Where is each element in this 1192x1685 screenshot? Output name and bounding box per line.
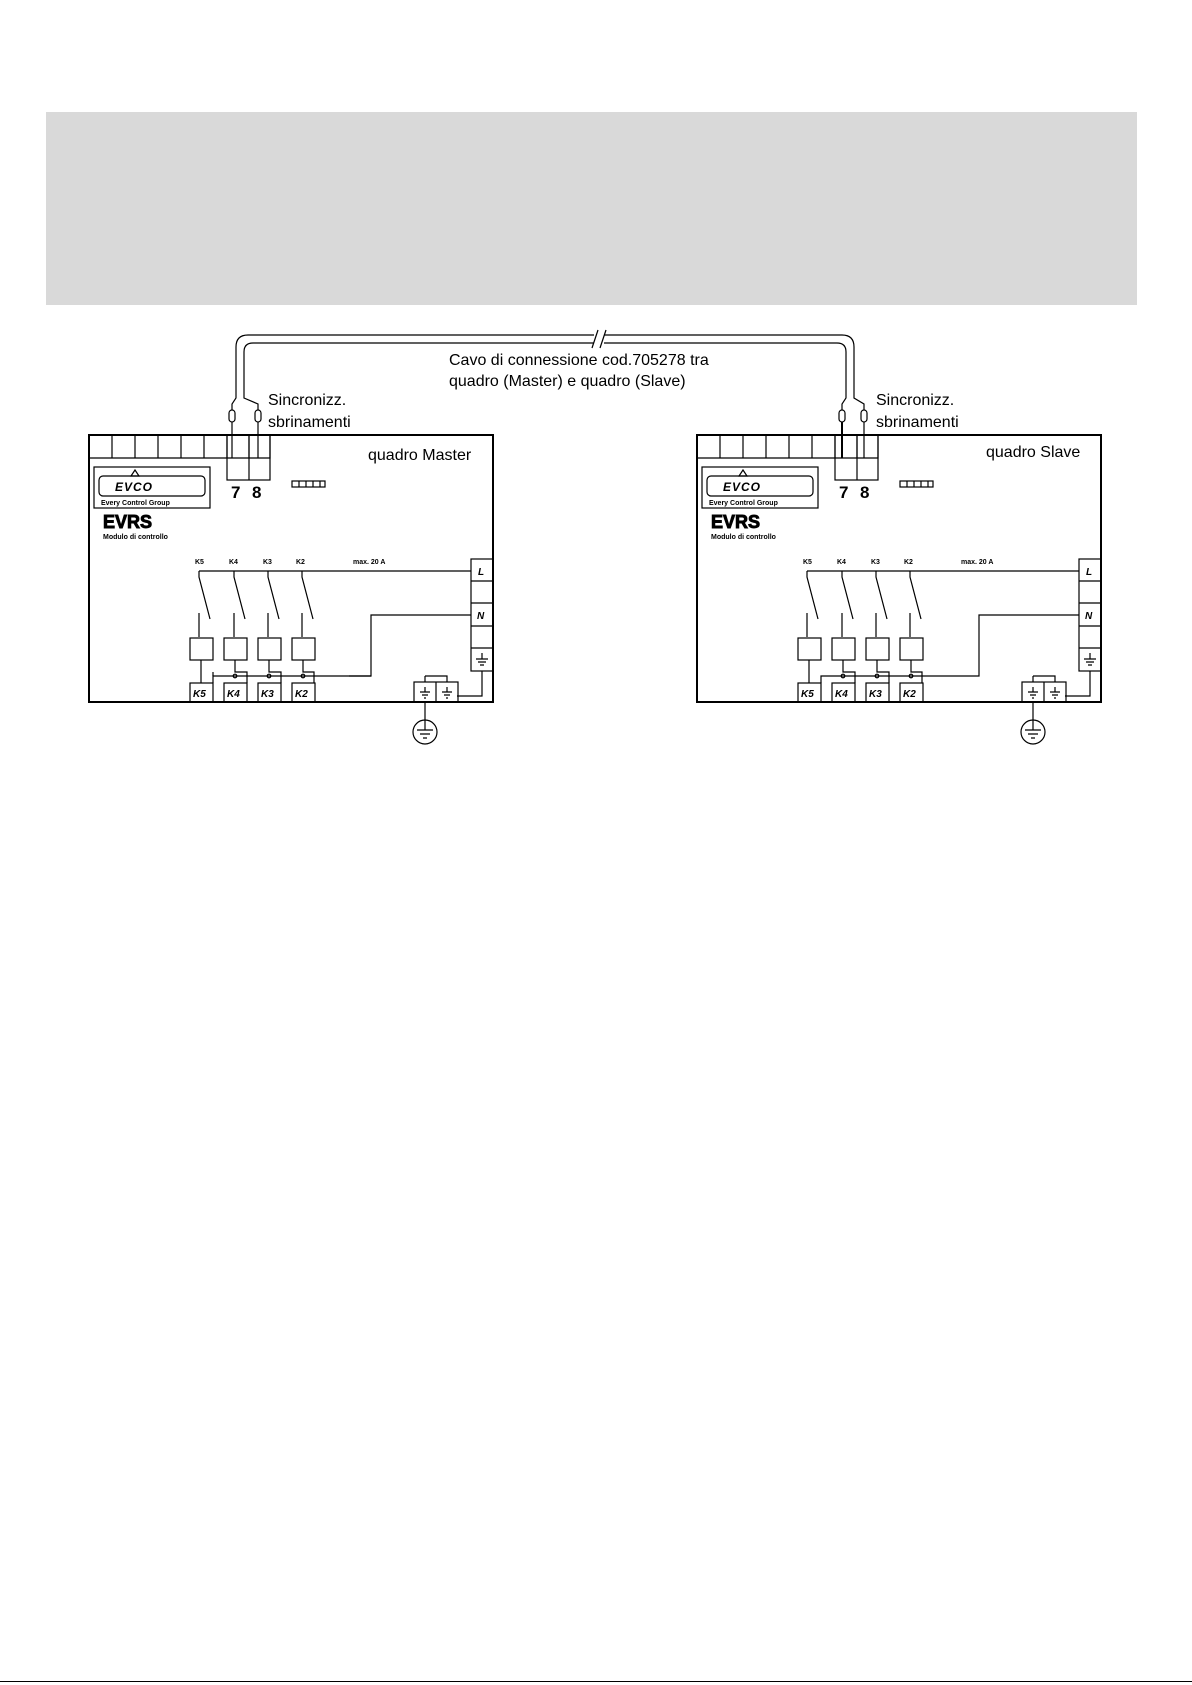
sync-label-line2: sbrinamenti — [876, 414, 959, 431]
ground-icon — [1021, 719, 1045, 744]
relay-label-k4: K4 — [837, 559, 846, 566]
evco-logo — [94, 467, 210, 508]
earth-icon — [1084, 653, 1096, 665]
sync-label-line1: Sincronizz. — [876, 392, 955, 409]
sync-label-line2: sbrinamenti — [268, 414, 351, 431]
earth-terminal-icon-2 — [442, 687, 452, 698]
terminal-L: L — [478, 567, 485, 578]
panel-title: quadro Slave — [986, 444, 1081, 461]
brand-tagline: Every Control Group — [101, 500, 170, 507]
connection-cable — [236, 330, 854, 390]
max-current: max. 20 A — [961, 559, 994, 566]
terminal-8: 8 — [252, 483, 262, 502]
brand-tagline: Every Control Group — [709, 500, 778, 507]
ground-icon — [413, 719, 437, 744]
terminal-7: 7 — [839, 483, 849, 502]
relay-label-k2: K2 — [904, 559, 913, 566]
load-box-k5: K5 — [193, 689, 206, 700]
earth-terminal-icon-2 — [1050, 687, 1060, 698]
earth-terminal-icon-1 — [420, 687, 430, 698]
earth-icon — [476, 653, 488, 665]
max-current: max. 20 A — [353, 559, 386, 566]
model-subtitle: Modulo di controllo — [103, 534, 168, 541]
sync-label-line1: Sincronizz. — [268, 392, 347, 409]
panel-master — [89, 390, 493, 744]
load-box-k3: K3 — [869, 689, 882, 700]
terminal-L: L — [1086, 567, 1093, 578]
panel-slave — [697, 390, 1101, 744]
page-footer-rule — [0, 1681, 1192, 1682]
cable-label-line2: quadro (Master) e quadro (Slave) — [449, 373, 686, 390]
load-box-k2: K2 — [295, 689, 308, 700]
terminal-N: N — [1085, 611, 1093, 622]
relay-label-k4: K4 — [229, 559, 238, 566]
panel-title: quadro Master — [368, 447, 472, 464]
relay-label-k2: K2 — [296, 559, 305, 566]
load-box-k4: K4 — [835, 689, 848, 700]
earth-terminal-icon-1 — [1028, 687, 1038, 698]
model-name: EVRS — [711, 512, 761, 532]
relay-label-k3: K3 — [263, 559, 272, 566]
terminal-N: N — [477, 611, 485, 622]
model-subtitle: Modulo di controllo — [711, 534, 776, 541]
relay-label-k5: K5 — [803, 559, 812, 566]
terminal-7: 7 — [231, 483, 241, 502]
load-box-k4: K4 — [227, 689, 240, 700]
relay-label-k5: K5 — [195, 559, 204, 566]
load-box-k5: K5 — [801, 689, 814, 700]
cable-label-line1: Cavo di connessione cod.705278 tra — [449, 352, 709, 369]
brand-logo-text: EVCO — [723, 480, 762, 494]
evco-logo — [702, 467, 818, 508]
model-name: EVRS — [103, 512, 153, 532]
relay-label-k3: K3 — [871, 559, 880, 566]
load-box-k2: K2 — [903, 689, 916, 700]
load-box-k3: K3 — [261, 689, 274, 700]
terminal-8: 8 — [860, 483, 870, 502]
brand-logo-text: EVCO — [115, 480, 154, 494]
